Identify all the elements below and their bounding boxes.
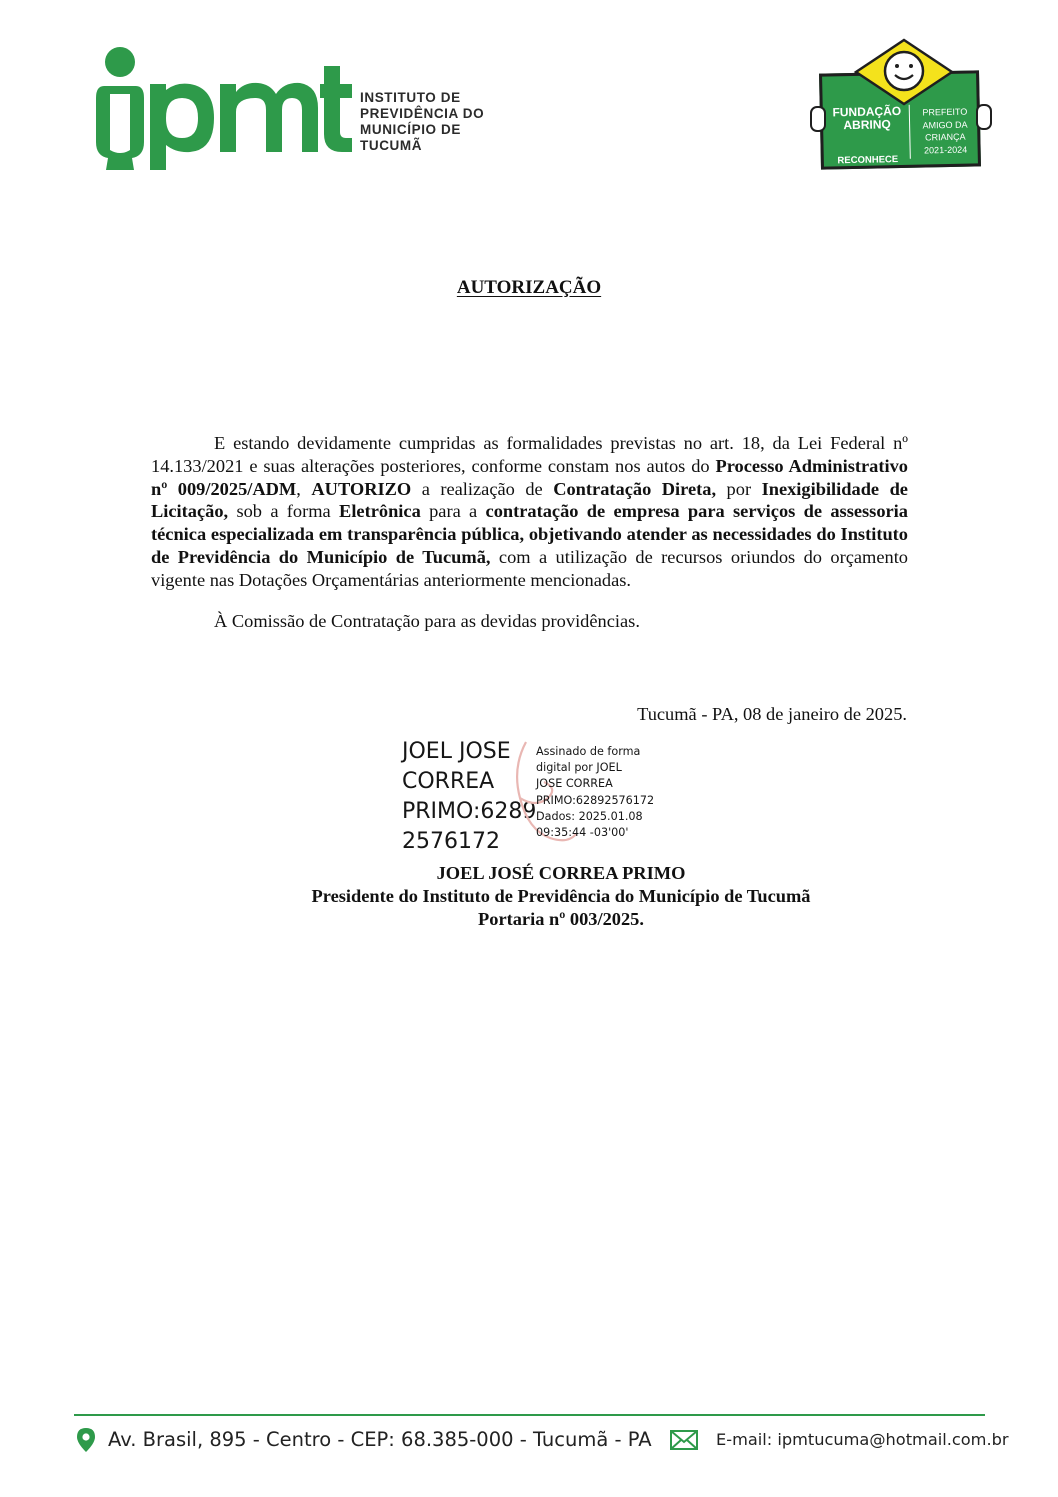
logo-subtitle-line: MUNICÍPIO DE [360, 122, 461, 137]
signature-name-line: 2576172 [402, 829, 500, 854]
signatory-block [0, 862, 1058, 931]
bold-text-segment: Contratação Direta, [553, 478, 717, 499]
seal-award-line: AMIGO DA [922, 119, 968, 131]
footer-address: Av. Brasil, 895 - Centro - CEP: 68.385-000 - Tucumã - PA [108, 1428, 652, 1451]
signature-stamp-line: Dados: 2025.01.08 [536, 809, 643, 823]
signature-stamp-line: JOSE CORREA [536, 777, 613, 791]
signatory-portaria: Portaria nº 003/2025. [478, 909, 644, 929]
text-segment: com a utilização de recursos oriundos do orçamento vigente nas Dotações Orçamentárias anteriormente mencionadas. [151, 546, 909, 590]
seal-org-line: FUNDAÇÃO [832, 103, 902, 120]
footer-divider [74, 1414, 985, 1416]
bold-text-segment: AUTORIZO [311, 478, 412, 499]
signature-stamp-line: digital por JOEL [536, 761, 622, 775]
signature-name-line: JOEL JOSE [402, 739, 511, 764]
bold-text-segment: Inexigibilidade de Licitação, [151, 478, 908, 522]
footer-email: E-mail: ipmtucuma@hotmail.com.br [716, 1430, 1009, 1449]
signature-name-line: PRIMO:6289 [402, 799, 537, 824]
seal-divider [909, 105, 911, 159]
logo-subtitle-line: PREVIDÊNCIA DO [360, 106, 485, 121]
mail-icon [670, 1430, 698, 1450]
document-title: AUTORIZAÇÃO [456, 277, 602, 298]
seal-recognizes: RECONHECE [837, 154, 899, 167]
seal-award-line: PREFEITO [922, 106, 968, 118]
seal-award-line: 2021-2024 [923, 144, 968, 156]
text-segment: , [296, 478, 312, 499]
ipmt-logo [92, 46, 492, 176]
bold-text-segment: contratação de empresa para serviços de assessoria técnica especializada em transparência pública, objetivando atender as necessidades do Instituto de Previdência do Município de Tucumã, [151, 501, 908, 567]
place-date: Tucumã - PA, 08 de janeiro de 2025. [637, 704, 907, 724]
signature-stamp-line: PRIMO:62892576172 [536, 793, 655, 807]
signature-stamp-line: Assinado de forma [536, 745, 641, 758]
location-pin-icon [76, 1427, 96, 1453]
text-segment: E estando devidamente cumpridas as formalidades previstas no art. 18, da Lei Federal nº 14.133/2021 e suas alterações posteriores, conforme constam nos autos do [151, 433, 908, 476]
smiling-flag-icon [852, 38, 956, 106]
bold-text-segment: Processo Administrativo nº 009/2025/ADM [151, 455, 908, 499]
text-segment: sob a forma [228, 501, 340, 522]
hand-icon [810, 106, 826, 132]
logo-subtitle-line: TUCUMÃ [360, 138, 423, 153]
signature-stamp-line: 09:35:44 -03'00' [536, 826, 629, 840]
seal-award-line: CRIANÇA [925, 131, 966, 143]
seal-org [827, 105, 908, 168]
commission-paragraph: À Comissão de Contratação para as devidas providências. [214, 611, 640, 631]
digital-signature-stamp [536, 744, 654, 841]
text-segment: a realização de [411, 478, 554, 499]
ipmt-logo-mark [92, 46, 354, 174]
signature-name-line: CORREA [402, 769, 495, 794]
seal-org-line: ABRINQ [843, 117, 891, 133]
bold-text-segment: Eletrônica [339, 501, 421, 522]
text-segment: por [716, 478, 762, 499]
authorization-paragraph [151, 432, 908, 592]
fundacao-abrinq-seal [808, 38, 994, 174]
logo-subtitle-line: INSTITUTO DE [360, 90, 461, 105]
logo-subtitle [360, 90, 484, 154]
signatory-role: Presidente do Instituto de Previdência do Município de Tucumã [311, 886, 811, 906]
text-segment: para a [420, 501, 486, 522]
hand-icon [976, 104, 992, 130]
signatory-name: JOEL JOSÉ CORREA PRIMO [436, 863, 686, 883]
seal-award [913, 105, 978, 156]
